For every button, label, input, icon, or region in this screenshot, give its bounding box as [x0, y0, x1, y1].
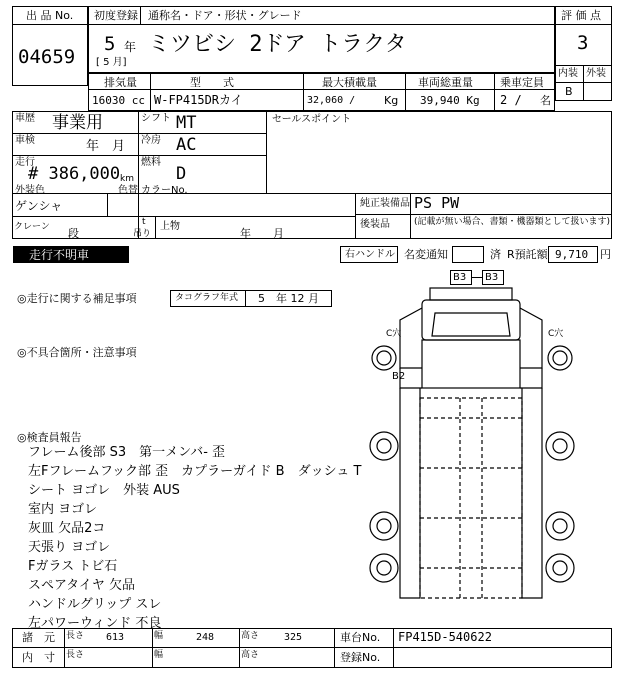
capacity-label: 乗車定員: [500, 76, 544, 89]
ext-color-label: 外装色: [15, 185, 45, 196]
history-label: 車歴: [15, 113, 35, 124]
inspector-line: フレーム後部 S3 第一メンバ- 歪: [28, 445, 226, 460]
mileage-label: 走行: [15, 157, 35, 168]
supplement-heading: ◎走行に関する補足事項: [17, 292, 137, 305]
inspector-line: ハンドルグリップ スレ: [28, 597, 162, 612]
ext-color-value: ゲンシャ: [15, 199, 63, 213]
color-no-label: 色替: [118, 185, 138, 196]
footer-table: [12, 628, 612, 668]
first-reg-year: 5: [104, 33, 116, 55]
aftermarket-label: 後装品: [360, 219, 390, 230]
year-suffix: 年: [124, 40, 137, 54]
damage-tag-b3-right: B3: [482, 270, 504, 285]
recycle-deposit-label: R預託額: [507, 248, 548, 261]
inspector-heading: ◎検査員報告: [17, 431, 82, 444]
inner-height-label: 高さ: [241, 650, 260, 660]
inspector-line: シート ヨゴレ 外装 AUS: [28, 483, 180, 498]
aircon-label: 冷房: [141, 135, 161, 146]
c-hole-left: C穴: [386, 329, 402, 339]
max-load-label: 最大積載量: [322, 76, 377, 89]
yen-label: 円: [600, 248, 611, 261]
height-value: 325: [284, 632, 303, 643]
gross-weight-label: 車両総重量: [418, 76, 473, 89]
displacement-label: 排気量: [104, 76, 137, 89]
shift-label: シフト: [141, 113, 171, 124]
inspector-line: 左パワーウィンド 不良: [28, 616, 162, 631]
color-no-label2: カラーNo.: [141, 185, 188, 196]
right-handle: 右ハンドル: [345, 249, 395, 260]
std-equip-value: PS PW: [414, 194, 460, 212]
unknown-mileage-badge: 走行不明車: [13, 246, 129, 263]
first-reg-label: 初度登録: [94, 9, 138, 22]
chassis-value: FP415D-540622: [398, 630, 492, 644]
crane-t: t: [142, 217, 146, 227]
fuel-label: 燃料: [141, 157, 161, 168]
max-load-unit: Kg: [384, 94, 399, 107]
name-change-box: [452, 246, 484, 263]
upper-value: 年 月: [240, 227, 284, 240]
model-label: 型 式: [190, 76, 234, 89]
tachograph-value: 5 年 12 月: [258, 292, 319, 305]
history-value: 事業用: [52, 113, 103, 133]
std-equip-label: 純正装備品: [360, 198, 410, 209]
aircon-value: AC: [176, 135, 197, 155]
lot-no-label: 出 品 No.: [26, 9, 74, 22]
upper-label: 上物: [160, 221, 180, 232]
crane-label: クレーン: [14, 222, 50, 232]
recycle-label: 済: [490, 248, 501, 261]
first-reg-month: [ 5 月]: [96, 57, 127, 68]
width-label: 幅: [154, 631, 164, 641]
capacity-value: 2 /: [500, 93, 522, 107]
shift-value: MT: [176, 113, 197, 133]
height-label: 高さ: [241, 631, 260, 641]
inner-length-label: 長さ: [66, 650, 85, 660]
exterior-label: 外装: [586, 68, 606, 79]
damage-tag-b3-left: B3: [450, 270, 472, 285]
damage-tag-b2: B2: [392, 371, 406, 382]
inspector-line: 灰皿 欠品2コ: [28, 521, 106, 536]
width-value: 248: [196, 632, 215, 643]
recycle-deposit-value: 9,710: [555, 248, 589, 261]
gross-weight-value: 39,940 Kg: [420, 94, 480, 107]
name-label: 通称名・ドア・形状・グレード: [148, 9, 302, 22]
interior-value: B: [565, 85, 573, 98]
fuel-value: D: [176, 164, 187, 184]
chassis-label: 車台No.: [340, 631, 381, 644]
inspection-label: 車検: [15, 135, 35, 146]
truck-diagram: [360, 268, 590, 620]
grade-value: 3: [577, 32, 589, 54]
length-label: 長さ: [66, 631, 85, 641]
inspector-line: 天張り ヨゴレ: [28, 540, 111, 555]
interior-label: 内装: [558, 68, 578, 79]
crane-hang: 吊り: [133, 229, 152, 239]
inspector-line: Fガラス トビ石: [28, 559, 118, 574]
dims-label: 諸 元: [22, 631, 55, 644]
defects-heading: ◎不具合箇所・注意事項: [17, 346, 137, 359]
inner-label: 内 寸: [22, 651, 55, 664]
model-value: W-FP415DRカイ: [154, 93, 243, 107]
sales-point-label: セールスポイント: [272, 114, 352, 125]
displacement-value: 16030 cc: [92, 94, 145, 107]
inspector-line: スペアタイヤ 欠品: [28, 578, 135, 593]
inspector-line: 室内 ヨゴレ: [28, 502, 98, 517]
inspection-value: 年 月: [86, 139, 126, 154]
crane-dan: 段: [68, 227, 79, 240]
mileage-unit: km: [120, 174, 134, 184]
grade-label: 評 価 点: [561, 9, 601, 22]
inspector-line: 左Fフレームフック部 歪 カプラーガイド B ダッシュ T: [28, 464, 362, 479]
aftermarket-note: (記載が無い場合、書類・機器類として扱います): [414, 217, 611, 227]
name-change-label: 名変通知: [404, 248, 448, 261]
max-load-value: 32,060 /: [307, 95, 356, 106]
tachograph-label: タコグラフ年式: [175, 293, 239, 303]
inner-width-label: 幅: [154, 650, 164, 660]
lot-no: 04659: [18, 46, 76, 68]
length-value: 613: [106, 632, 125, 643]
reg-no-label: 登録No.: [340, 651, 381, 664]
capacity-unit: 名: [540, 94, 551, 107]
car-name: ミツビシ 2ドア トラクタ: [148, 32, 407, 57]
mileage-value: # 386,000: [28, 164, 121, 184]
c-hole-right: C穴: [548, 329, 564, 339]
